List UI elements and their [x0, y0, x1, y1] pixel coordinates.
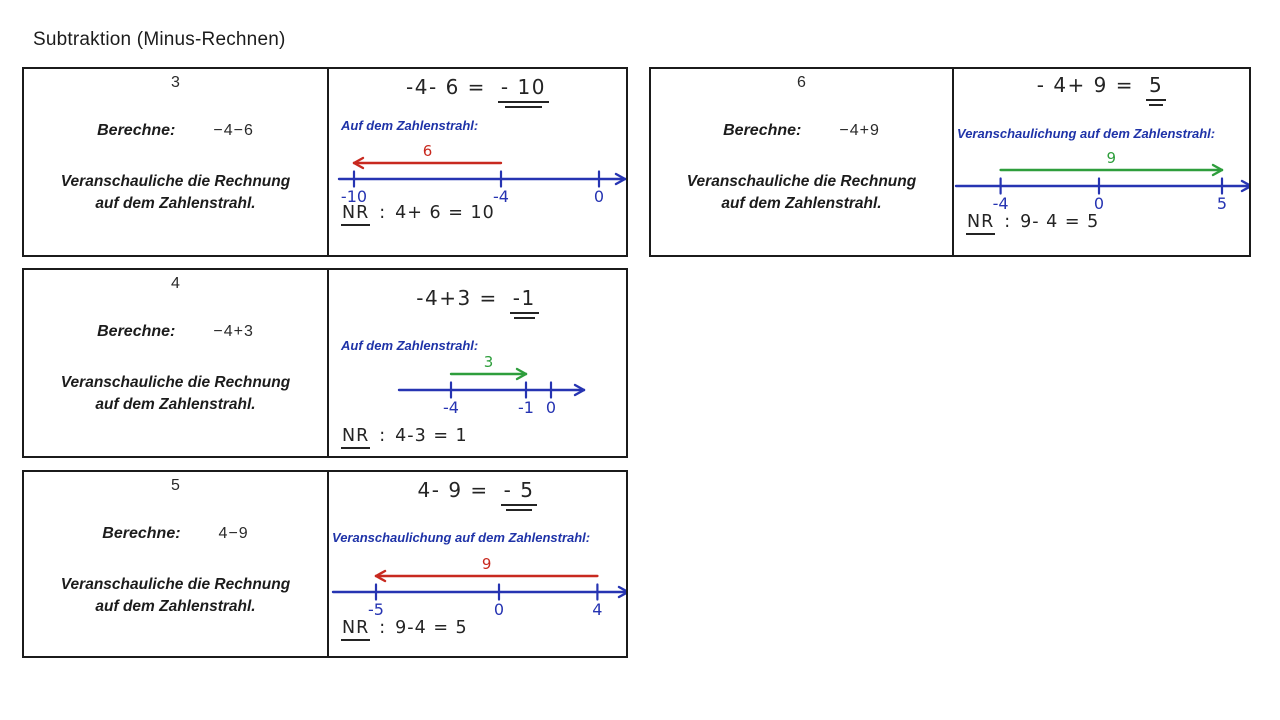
double-underline: [506, 509, 533, 511]
svg-text:-1: -1: [518, 398, 534, 417]
double-underline: [514, 317, 535, 319]
svg-text:-4: -4: [493, 187, 509, 206]
solution-cell: [327, 472, 626, 656]
card-number: 6: [797, 74, 806, 91]
number-line: [954, 150, 1249, 214]
exercise-card-6: [649, 67, 1251, 257]
berechne-label: Berechne:: [97, 323, 176, 340]
zahlenstrahl-heading: Auf dem Zahlenstrahl:: [341, 338, 479, 353]
task-cell: [24, 472, 327, 656]
task-expression: 4−9: [218, 525, 249, 542]
task-cell: [24, 270, 327, 456]
card-number: 3: [171, 74, 180, 91]
solution-cell: [327, 270, 626, 456]
page-title: Subtraktion (Minus-Rechnen): [33, 29, 286, 50]
solution-cell: [327, 69, 626, 255]
nr-colon: :: [379, 203, 387, 223]
task-row: [651, 122, 952, 140]
nr-equation: 9-4 = 5: [395, 618, 468, 638]
svg-text:0: 0: [545, 398, 557, 417]
svg-text:6: 6: [422, 143, 433, 160]
solution-equation: -4- 6 =: [406, 75, 486, 99]
berechne-label: Berechne:: [97, 122, 176, 139]
svg-text:0: 0: [493, 600, 505, 619]
exercise-card-3: [22, 67, 628, 257]
nr-equation: 9- 4 = 5: [1020, 212, 1100, 232]
nr-equation: 4-3 = 1: [395, 426, 468, 446]
task-expression: −4+3: [213, 323, 254, 340]
nr-colon: :: [379, 426, 387, 446]
card-number: 4: [171, 275, 180, 292]
svg-text:-5: -5: [368, 600, 384, 619]
zahlenstrahl-heading: Auf dem Zahlenstrahl:: [341, 118, 479, 133]
number-line: [329, 354, 626, 418]
task-row: [24, 525, 327, 543]
svg-text:9: 9: [1106, 150, 1117, 167]
task-cell: [651, 69, 952, 255]
nr-equation: 4+ 6 = 10: [395, 203, 495, 223]
task-row: [24, 122, 327, 140]
nr-label: NR: [966, 212, 995, 235]
zahlenstrahl-heading: Veranschaulichung auf dem Zahlenstrahl:: [332, 530, 591, 545]
card-number: 5: [171, 477, 180, 494]
solution-answer: -1: [510, 286, 539, 319]
svg-text:-4: -4: [992, 194, 1009, 213]
solution-equation: -4+3 =: [416, 286, 498, 310]
task-cell: [24, 69, 327, 255]
zahlenstrahl-heading: Veranschaulichung auf dem Zahlenstrahl:: [957, 126, 1216, 141]
instruction-text: Veranschauliche die Rechnung auf dem Zahlenstrahl.: [686, 173, 917, 212]
exercise-card-4: [22, 268, 628, 458]
nr-label: NR: [341, 618, 370, 641]
svg-text:-4: -4: [443, 398, 459, 417]
instruction-text: Veranschauliche die Rechnung auf dem Zahlenstrahl.: [60, 374, 291, 413]
svg-text:0: 0: [1093, 194, 1105, 213]
svg-text:-10: -10: [340, 187, 368, 206]
berechne-label: Berechne:: [102, 525, 181, 542]
task-row: [24, 323, 327, 341]
svg-text:5: 5: [1216, 194, 1228, 213]
double-underline: [1149, 104, 1164, 106]
task-expression: −4+9: [839, 122, 880, 139]
nr-colon: :: [379, 618, 387, 638]
solution-answer: - 10: [498, 75, 549, 108]
berechne-label: Berechne:: [723, 122, 802, 139]
solution-equation: - 4+ 9 =: [1036, 73, 1135, 97]
number-line: [329, 556, 626, 620]
nr-label: NR: [341, 203, 370, 226]
nr-colon: :: [1004, 212, 1012, 232]
instruction-text: Veranschauliche die Rechnung auf dem Zahlenstrahl.: [60, 173, 291, 212]
svg-text:0: 0: [593, 187, 605, 206]
number-line: [329, 143, 626, 207]
exercise-card-5: [22, 470, 628, 658]
svg-text:4: 4: [592, 600, 603, 619]
solution-equation: 4- 9 =: [417, 478, 489, 502]
solution-answer: - 5: [501, 478, 538, 511]
svg-text:9: 9: [481, 556, 492, 573]
svg-text:3: 3: [483, 354, 494, 371]
double-underline: [505, 106, 542, 108]
task-expression: −4−6: [213, 122, 254, 139]
solution-cell: [952, 69, 1249, 255]
instruction-text: Veranschauliche die Rechnung auf dem Zahlenstrahl.: [60, 576, 291, 615]
solution-answer: 5: [1146, 73, 1166, 106]
nr-label: NR: [341, 426, 370, 449]
